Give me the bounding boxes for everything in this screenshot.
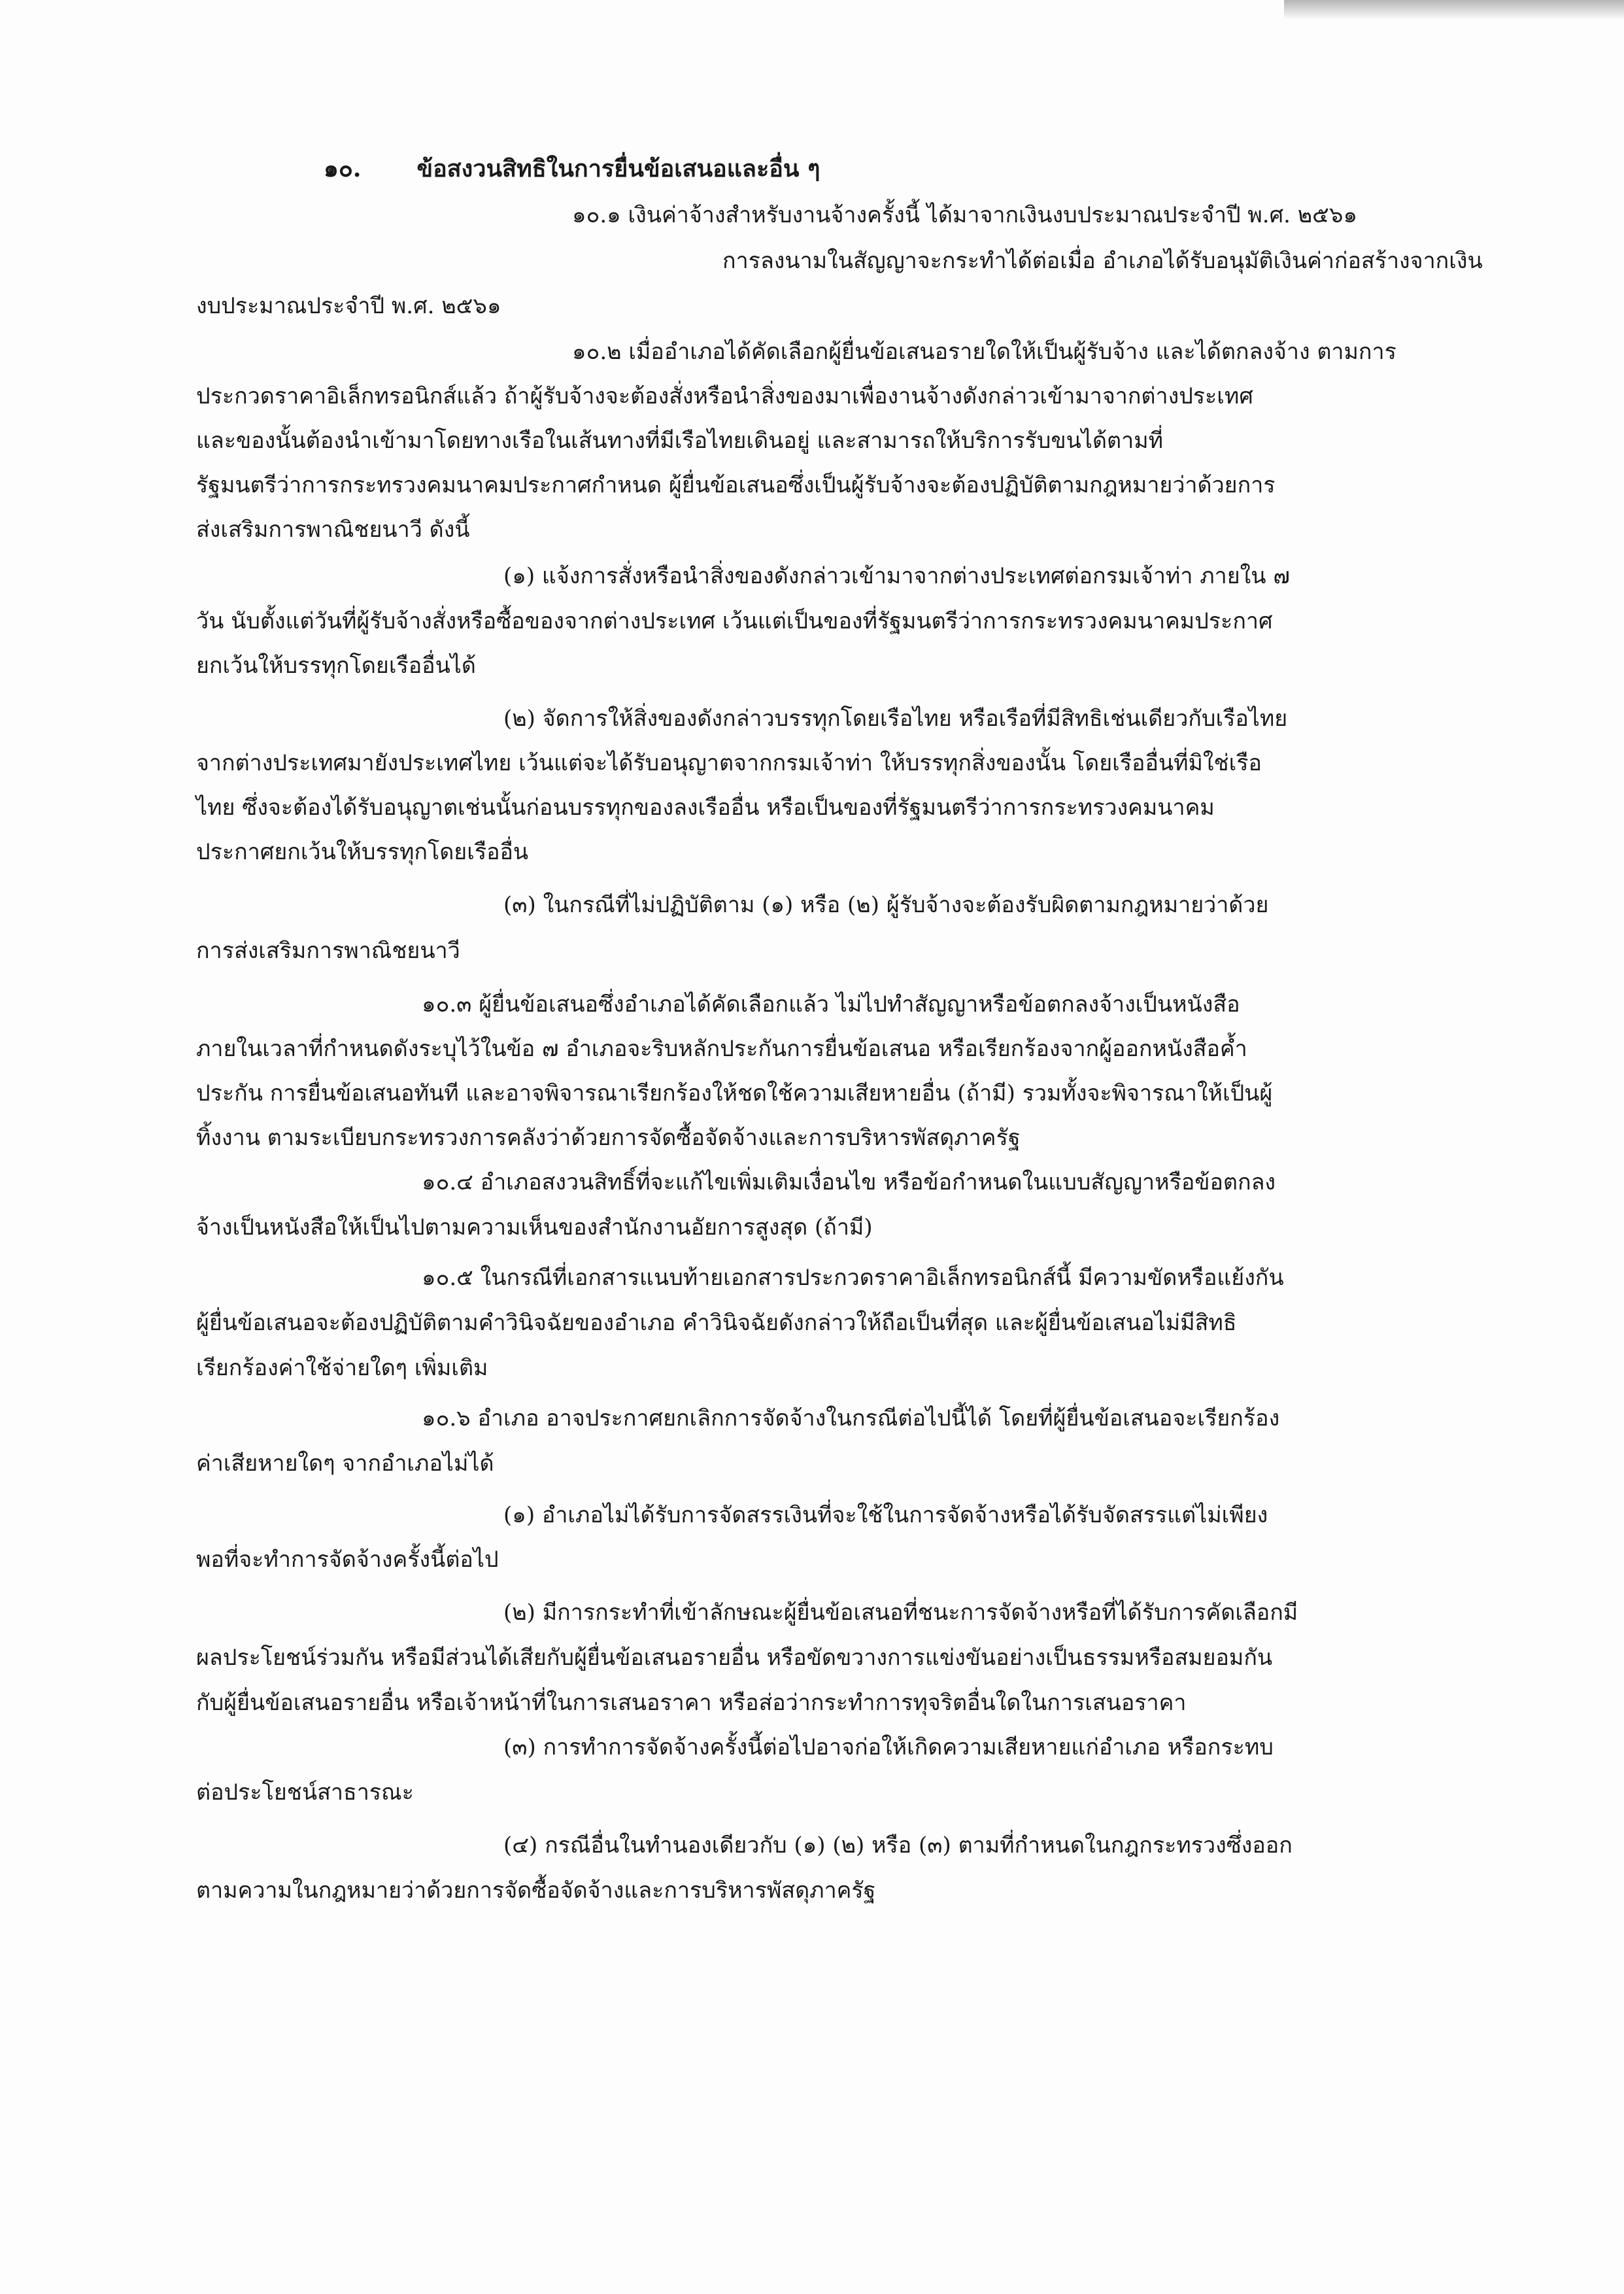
- paragraph-line: ผู้ยื่นข้อเสนอจะต้องปฏิบัติตามคำวินิจฉัยของอำเภอ คำวินิจฉัยดังกล่าวให้ถือเป็นที่สุด และผู้ยื่นข้อเสนอไม่มีสิทธิ: [196, 1310, 1237, 1336]
- scan-shadow: [1284, 0, 1624, 20]
- paragraph-line: (๑) แจ้งการสั่งหรือนำสิ่งของดังกล่าวเข้ามาจากต่างประเทศต่อกรมเจ้าท่า ภายใน ๗: [503, 563, 1290, 589]
- paragraph-line: กับผู้ยื่นข้อเสนอรายอื่น หรือเจ้าหน้าที่ในการเสนอราคา หรือส่อว่ากระทำการทุจริตอื่นใดในการเสนอราคา: [196, 1690, 1187, 1716]
- paragraph-line: (๒) มีการกระทำที่เข้าลักษณะผู้ยื่นข้อเสนอที่ชนะการจัดจ้างหรือที่ได้รับการคัดเลือกมี: [503, 1600, 1298, 1626]
- paragraph-line: (๓) ในกรณีที่ไม่ปฏิบัติตาม (๑) หรือ (๒) ผู้รับจ้างจะต้องรับผิดตามกฎหมายว่าด้วย: [503, 892, 1269, 918]
- paragraph-line: ค่าเสียหายใดๆ จากอำเภอไม่ได้: [196, 1450, 494, 1477]
- paragraph-line: รัฐมนตรีว่าการกระทรวงคมนาคมประกาศกำหนด ผู้ยื่นข้อเสนอซึ่งเป็นผู้รับจ้างจะต้องปฏิบัติตามกฎหมายว่าด้วยการ: [196, 472, 1276, 498]
- paragraph-line: งบประมาณประจำปี พ.ศ. ๒๕๖๑: [196, 293, 501, 319]
- paragraph-line: ประกาศยกเว้นให้บรรทุกโดยเรืออื่น: [196, 839, 529, 865]
- paragraph-line: ๑๐.๕ ในกรณีที่เอกสารแนบท้ายเอกสารประกวดราคาอิเล็กทรอนิกส์นี้ มีความขัดหรือแย้งกัน: [422, 1265, 1284, 1291]
- paragraph-line: (๒) จัดการให้สิ่งของดังกล่าวบรรทุกโดยเรือไทย หรือเรือที่มีสิทธิเช่นเดียวกับเรือไทย: [503, 706, 1288, 732]
- paragraph-line: เรียกร้องค่าใช้จ่ายใดๆ เพิ่มเติม: [196, 1355, 488, 1381]
- paragraph-line: (๔) กรณีอื่นในทำนองเดียวกับ (๑) (๒) หรือ (๓) ตามที่กำหนดในกฎกระทรวงซึ่งออก: [503, 1832, 1293, 1858]
- paragraph-line: จากต่างประเทศมายังประเทศไทย เว้นแต่จะได้รับอนุญาตจากกรมเจ้าท่า ให้บรรทุกสิ่งของนั้น โดยเรืออื่นที่มิใช่เรือ: [196, 750, 1262, 776]
- section-title: ข้อสงวนสิทธิในการยื่นข้อเสนอและอื่น ๆ: [416, 155, 820, 182]
- paragraph-line: ๑๐.๓ ผู้ยื่นข้อเสนอซึ่งอำเภอได้คัดเลือกแล้ว ไม่ไปทำสัญญาหรือข้อตกลงจ้างเป็นหนังสือ: [422, 991, 1240, 1018]
- section-heading: [324, 156, 820, 182]
- paragraph-line: (๑) อำเภอไม่ได้รับการจัดสรรเงินที่จะใช้ในการจัดจ้างหรือได้รับจัดสรรแต่ไม่เพียง: [503, 1502, 1268, 1528]
- paragraph-line: ๑๐.๖ อำเภอ อาจประกาศยกเลิกการจัดจ้างในกรณีต่อไปนี้ได้ โดยที่ผู้ยื่นข้อเสนอจะเรียกร้อง: [422, 1405, 1280, 1431]
- paragraph-line: ๑๐.๒ เมื่ออำเภอได้คัดเลือกผู้ยื่นข้อเสนอรายใดให้เป็นผู้รับจ้าง และได้ตกลงจ้าง ตามการ: [572, 339, 1396, 365]
- paragraph-line: ประกัน การยื่นข้อเสนอทันที และอาจพิจารณาเรียกร้องให้ชดใช้ความเสียหายอื่น (ถ้ามี) รวมทั้งจะพิจารณาให้เป็นผู้: [196, 1080, 1273, 1106]
- paragraph-line: การลงนามในสัญญาจะกระทำได้ต่อเมื่อ อำเภอได้รับอนุมัติเงินค่าก่อสร้างจากเงิน: [722, 248, 1483, 274]
- paragraph-line: ตามความในกฎหมายว่าด้วยการจัดซื้อจัดจ้างและการบริหารพัสดุภาครัฐ: [196, 1877, 876, 1904]
- paragraph-line: จ้างเป็นหนังสือให้เป็นไปตามความเห็นของสำนักงานอัยการสูงสุด (ถ้ามี): [196, 1214, 873, 1241]
- paragraph-line: ทิ้งงาน ตามระเบียบกระทรวงการคลังว่าด้วยการจัดซื้อจัดจ้างและการบริหารพัสดุภาครัฐ: [196, 1125, 1021, 1151]
- paragraph-line: วัน นับตั้งแต่วันที่ผู้รับจ้างสั่งหรือซื้อของจากต่างประเทศ เว้นแต่เป็นของที่รัฐมนตรีว่าการกระทรวงคมนาคมประกาศ: [196, 608, 1273, 634]
- paragraph-line: ภายในเวลาที่กำหนดดังระบุไว้ในข้อ ๗ อำเภอจะริบหลักประกันการยื่นข้อเสนอ หรือเรียกร้องจากผู้ออกหนังสือค้ำ: [196, 1036, 1247, 1062]
- paragraph-line: ไทย ซึ่งจะต้องได้รับอนุญาตเช่นนั้นก่อนบรรทุกของลงเรืออื่น หรือเป็นของที่รัฐมนตรีว่าการกระทรวงคมนาคม: [196, 795, 1215, 821]
- paragraph-line: ผลประโยชน์ร่วมกัน หรือมีส่วนได้เสียกับผู้ยื่นข้อเสนอรายอื่น หรือขัดขวางการแข่งขันอย่างเป็นธรรมหรือสมยอมกัน: [196, 1645, 1273, 1671]
- paragraph-line: และของนั้นต้องนำเข้ามาโดยทางเรือในเส้นทางที่มีเรือไทยเดินอยู่ และสามารถให้บริการรับขนได้ตามที่: [196, 428, 1164, 454]
- paragraph-line: ยกเว้นให้บรรทุกโดยเรืออื่นได้: [196, 653, 476, 679]
- paragraph-line: พอที่จะทำการจัดจ้างครั้งนี้ต่อไป: [196, 1547, 499, 1573]
- paragraph-line: ส่งเสริมการพาณิชยนาวี ดังนี้: [196, 517, 470, 543]
- paragraph-line: การส่งเสริมการพาณิชยนาวี: [196, 938, 460, 964]
- paragraph-line: (๓) การทำการจัดจ้างครั้งนี้ต่อไปอาจก่อให้เกิดความเสียหายแก่อำเภอ หรือกระทบ: [503, 1734, 1274, 1760]
- paragraph-line: ต่อประโยชน์สาธารณะ: [196, 1779, 414, 1806]
- paragraph-line: ๑๐.๑ เงินค่าจ้างสำหรับงานจ้างครั้งนี้ ได้มาจากเงินงบประมาณประจำปี พ.ศ. ๒๕๖๑: [572, 202, 1358, 228]
- paragraph-line: ประกวดราคาอิเล็กทรอนิกส์แล้ว ถ้าผู้รับจ้างจะต้องสั่งหรือนำสิ่งของมาเพื่องานจ้างดังกล่าวเข้ามาจากต่างประเทศ: [196, 383, 1253, 409]
- section-number: ๑๐.: [324, 155, 362, 182]
- paragraph-line: ๑๐.๔ อำเภอสงวนสิทธิ์ที่จะแก้ไขเพิ่มเติมเงื่อนไข หรือข้อกำหนดในแบบสัญญาหรือข้อตกลง: [422, 1169, 1276, 1195]
